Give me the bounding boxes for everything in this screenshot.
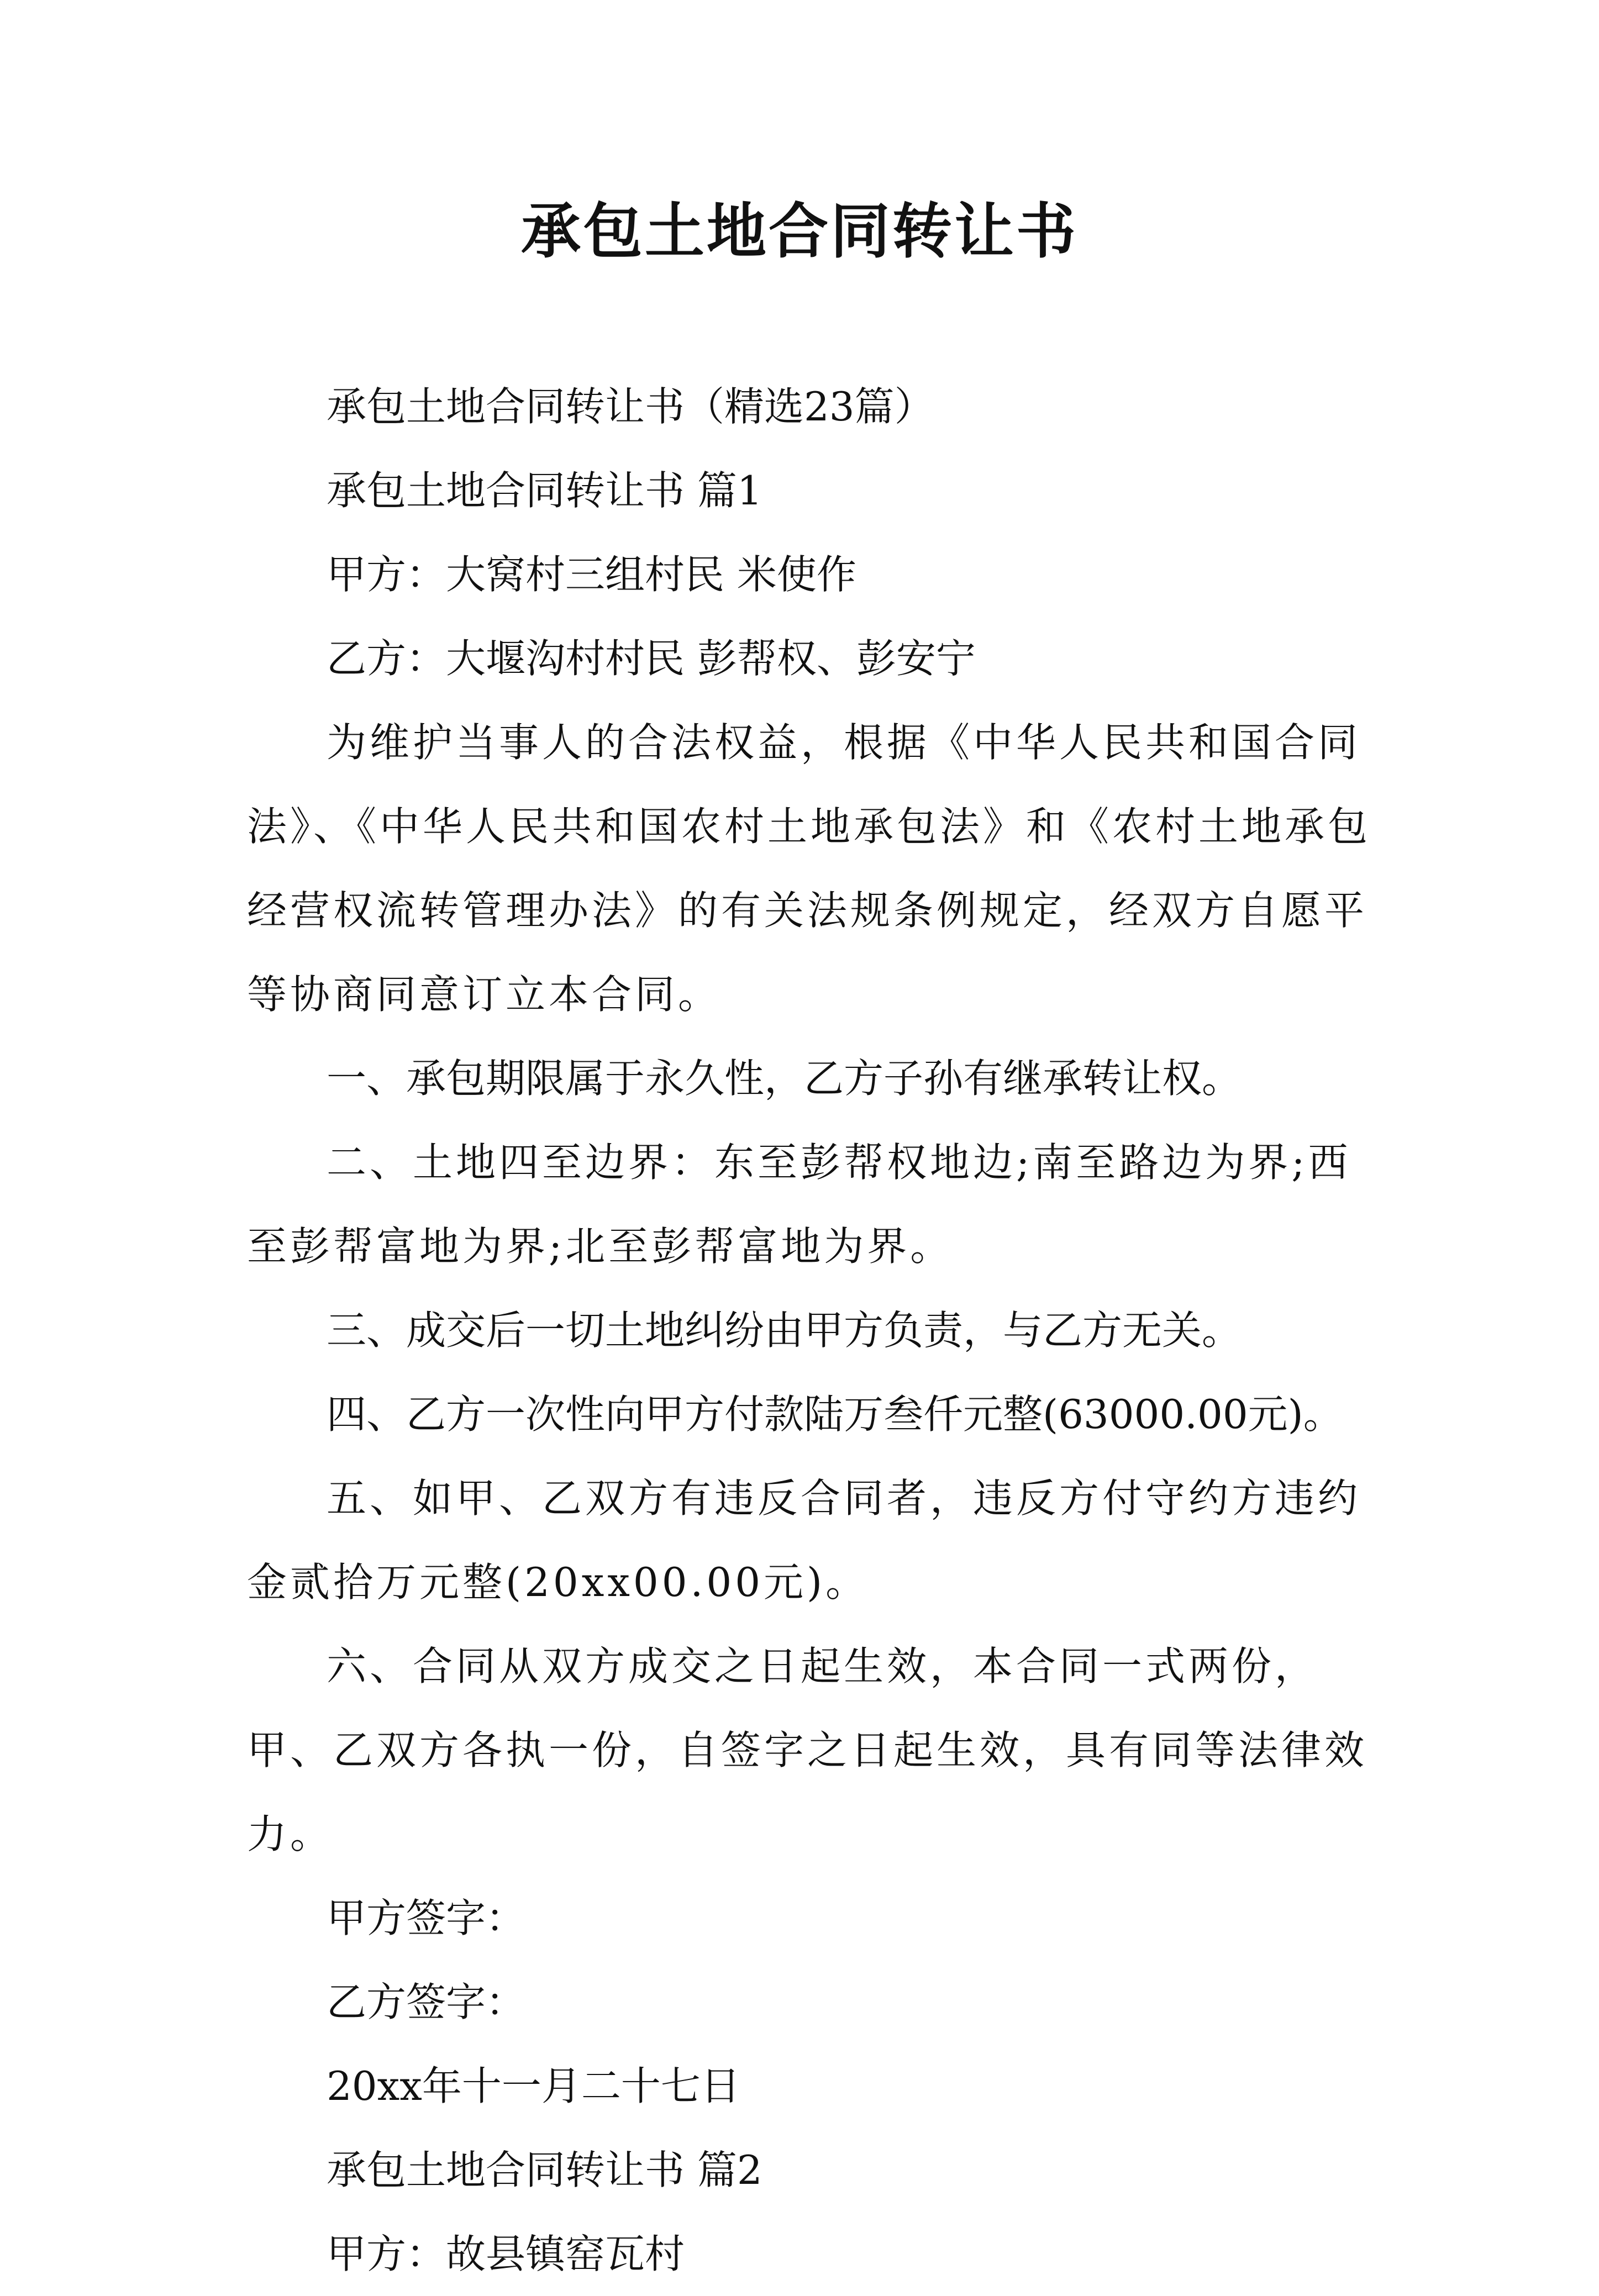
clause-6: 六、合同从双方成交之日起生效，本合同一式两份，甲、乙双方各执一份，自签字之日起生效，具有同等法律效力。 xyxy=(247,1643,1368,1857)
clause-2: 二、土地四至边界：东至彭帮权地边;南至路边为界;西至彭帮富地为界;北至彭帮富地为界。 xyxy=(247,1139,1351,1270)
section-heading-1: 承包土地合同转让书 篇1 xyxy=(327,467,762,514)
clause-3: 三、成交后一切土地纠纷由甲方负责，与乙方无关。 xyxy=(327,1307,1242,1354)
section-heading-2: 承包土地合同转让书 篇2 xyxy=(327,2147,762,2193)
party-a-signature: 甲方签字： xyxy=(327,1895,526,1941)
signing-date: 20xx年十一月二十七日 xyxy=(327,2063,740,2109)
party-a-line: 甲方：大窝村三组村民 米使作 xyxy=(327,551,856,598)
party-b-signature: 乙方签字： xyxy=(327,1979,526,2025)
subtitle-line: 承包土地合同转让书（精选23篇） xyxy=(327,383,934,430)
clause-4: 四、乙方一次性向甲方付款陆万叁仟元整(63000.00元)。 xyxy=(327,1391,1343,1437)
document-title: 承包土地合同转让书 xyxy=(520,197,1078,266)
preamble-paragraph: 为维护当事人的合法权益，根据《中华人民共和国合同法》、《中华人民共和国农村土地承包法》和《农村土地承包经营权流转管理办法》的有关法规条例规定，经双方自愿平等协商同意订立本合同。 xyxy=(247,719,1371,1018)
document-body xyxy=(247,365,1380,2296)
party-b-line: 乙方：大堰沟村村民 彭帮权、彭安宁 xyxy=(327,635,976,682)
party-a-line-2: 甲方：故县镇窑瓦村 xyxy=(327,2231,685,2277)
clause-1: 一、承包期限属于永久性，乙方子孙有继承转让权。 xyxy=(327,1055,1242,1102)
clause-5: 五、如甲、乙双方有违反合同者，违反方付守约方违约金贰拾万元整(20xx00.00元)。 xyxy=(247,1475,1361,1605)
